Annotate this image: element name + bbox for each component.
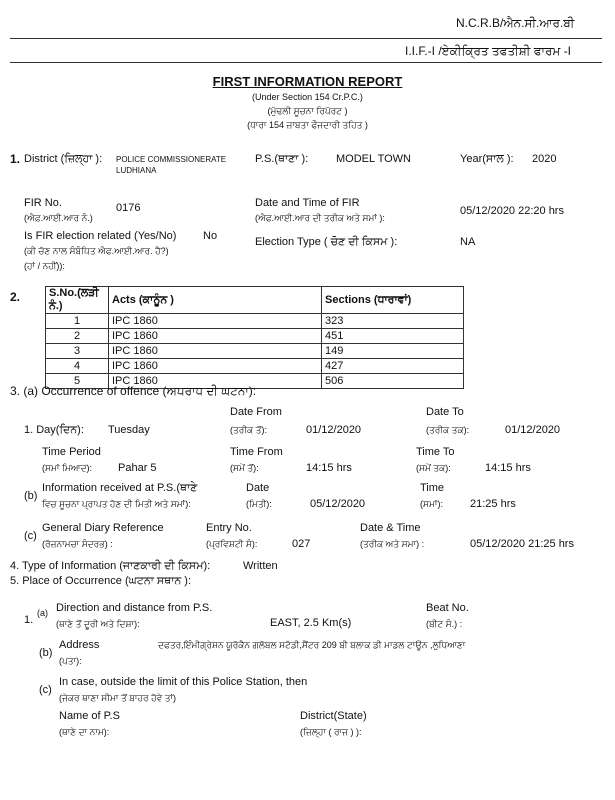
gd-c-marker: (c) bbox=[24, 530, 37, 542]
header-rule bbox=[10, 38, 602, 39]
row-section: 506 bbox=[322, 374, 464, 389]
direction-distance-value: EAST, 2.5 Km(s) bbox=[270, 617, 352, 629]
report-section: (Under Section 154 Cr.P.C.) bbox=[252, 92, 363, 102]
report-title: FIRST INFORMATION REPORT bbox=[212, 74, 403, 89]
ps-label: P.S.(ਥਾਣਾ ): bbox=[255, 153, 309, 165]
direction-distance-pa: (ਥਾਣੇ ਤੋਂ ਦੂਰੀ ਅਤੇ ਦਿਸ਼ਾ): bbox=[56, 619, 140, 629]
date-to-pa: (ਤਰੀਕ ਤਕ): bbox=[426, 425, 470, 435]
entry-no-value: 027 bbox=[292, 538, 311, 550]
place-a-marker: (a) bbox=[37, 608, 48, 618]
row-section: 323 bbox=[322, 314, 464, 329]
ps-name-pa: (ਥਾਣੇ ਦਾ ਨਾਮ): bbox=[59, 727, 110, 737]
district-value-1: POLICE COMMISSIONERATE bbox=[116, 155, 227, 164]
time-from-value: 14:15 hrs bbox=[306, 462, 352, 474]
direction-distance-label: Direction and distance from P.S. bbox=[56, 602, 213, 614]
ncrb-label: N.C.R.B/ਐਨ.ਸੀ.ਆਰ.ਬੀ bbox=[456, 16, 575, 30]
info-date-label: Date bbox=[246, 482, 270, 494]
row-act: IPC 1860 bbox=[109, 374, 322, 389]
info-received-label: Information received at P.S.(ਥਾਣੇ bbox=[42, 482, 198, 494]
date-to-label: Date To bbox=[426, 406, 464, 418]
year-label: Year(ਸਾਲ ): bbox=[460, 153, 514, 165]
ps-name-label: Name of P.S bbox=[59, 710, 120, 722]
info-time-label: Time bbox=[420, 482, 445, 494]
fir-datetime-value: 05/12/2020 22:20 hrs bbox=[460, 205, 564, 217]
address-label: Address bbox=[59, 639, 100, 651]
time-from-pa: (ਸਮੇਂ ਤੋਂ): bbox=[230, 463, 259, 473]
fir-label: FIR No. bbox=[24, 197, 62, 209]
place-item-number: 1. bbox=[24, 614, 34, 626]
report-section-punjabi: (ਧਾਰਾ 154 ਜ਼ਾਬਤਾ ਫੌਜਦਾਰੀ ਤਹਿਤ ) bbox=[247, 120, 368, 130]
date-from-label: Date From bbox=[230, 406, 282, 418]
entry-no-pa: (ਪ੍ਰਵਿਸ਼ਟੀ ਸੰ): bbox=[206, 539, 258, 549]
header-sections: Sections (ਧਾਰਾਵਾਂ) bbox=[322, 287, 464, 314]
fir-value: 0176 bbox=[116, 202, 141, 214]
info-date-value: 05/12/2020 bbox=[310, 498, 366, 510]
gd-reference-label: General Diary Reference bbox=[42, 522, 164, 534]
district-label: District (ਜ਼ਿਲ੍ਹਾ ): bbox=[24, 153, 103, 165]
row-sno: 4 bbox=[46, 359, 109, 374]
row-sno: 1 bbox=[46, 314, 109, 329]
district-state-pa: (ਜ਼ਿਲ੍ਹਾ ( ਰਾਜ ) ): bbox=[300, 727, 362, 737]
outside-limit-label: In case, outside the limit of this Police Station, then bbox=[59, 676, 308, 688]
day-value: Tuesday bbox=[108, 424, 150, 436]
election-label-pa: (ਕੀ ਚੋਣ ਨਾਲ ਸੰਬੰਧਿਤ ਐਫ.ਆਈ.ਆਰ. ਹੈ?) bbox=[24, 246, 169, 256]
section-3-heading: 3. (a) Occurrence of offence (ਅਪਰਾਧ ਦੀ ਘਟਨਾ): bbox=[10, 384, 257, 398]
table-row bbox=[46, 344, 464, 359]
information-type-value: Written bbox=[243, 560, 278, 572]
information-type-label: 4. Type of Information (ਜਾਣਕਾਰੀ ਦੀ ਕਿਸਮ): bbox=[10, 560, 211, 572]
table-row bbox=[46, 329, 464, 344]
row-section: 451 bbox=[322, 329, 464, 344]
district-state-label: District(State) bbox=[300, 710, 367, 722]
section-2-number: 2. bbox=[10, 290, 21, 304]
address-value: ਦਫਤਰ,ਇੰਮੀਗ੍ਰੇਸ਼ਨ ਯੂਰੋਕੈਨ ਗਲੋਬਲ ਸਟੱਡੀ,ਸੈਂਟਰ 209 ਬੀ ਬਲਾਕ ਡੀ ਮਾਡਲ ਟਾਊਨ ,ਲੁਧਿਆਣਾ bbox=[158, 640, 466, 650]
time-period-value: Pahar 5 bbox=[118, 462, 157, 474]
district-value-2: LUDHIANA bbox=[116, 166, 157, 175]
fir-datetime-label-pa: (ਐਫ.ਆਈ.ਆਰ ਦੀ ਤਰੀਕ ਅਤੇ ਸਮਾਂ ): bbox=[255, 213, 385, 223]
info-received-label-pa: ਵਿਚ ਸੂਚਨਾ ਪ੍ਰਾਪਤ ਹੋਣ ਦੀ ਮਿਤੀ ਅਤੇ ਸਮਾਂ): bbox=[42, 499, 191, 509]
table-row bbox=[46, 359, 464, 374]
address-pa: (ਪਤਾ): bbox=[59, 656, 82, 666]
address-b-marker: (b) bbox=[39, 647, 53, 659]
row-act: IPC 1860 bbox=[109, 329, 322, 344]
acts-table bbox=[45, 286, 464, 389]
table-row bbox=[46, 314, 464, 329]
entry-no-label: Entry No. bbox=[206, 522, 252, 534]
election-type-value: NA bbox=[460, 236, 476, 248]
row-act: IPC 1860 bbox=[109, 344, 322, 359]
row-act: IPC 1860 bbox=[109, 359, 322, 374]
election-label-pa-2: (ਹਾਂ / ਨਹੀਂ)): bbox=[24, 261, 65, 271]
header-sno: S.No.(ਲੜੀ ਨੰ.) bbox=[46, 287, 109, 314]
outside-limit-pa: (ਜੇਕਰ ਥਾਣਾ ਸੀਮਾ ਤੋਂ ਬਾਹਰ ਹੋਵੇ ਤਾਂ) bbox=[59, 693, 177, 703]
date-from-value: 01/12/2020 bbox=[306, 424, 362, 436]
info-time-pa: (ਸਮਾਂ): bbox=[420, 499, 443, 509]
date-from-pa: (ਤਰੀਕ ਤੋਂ): bbox=[230, 425, 267, 435]
section-1-number: 1. bbox=[10, 152, 21, 166]
row-act: IPC 1860 bbox=[109, 314, 322, 329]
ps-value: MODEL TOWN bbox=[336, 153, 411, 165]
fir-label-pa: (ਐਫ਼.ਆਈ.ਆਰ ਨੰ.) bbox=[24, 213, 93, 223]
election-type-label: Election Type ( ਚੋਣ ਦੀ ਕਿਸਮ ): bbox=[255, 236, 398, 248]
row-section: 427 bbox=[322, 359, 464, 374]
time-period-pa: (ਸਮਾਂ ਮਿਆਦ): bbox=[42, 463, 93, 473]
info-b-marker: (b) bbox=[24, 490, 38, 502]
row-section: 149 bbox=[322, 344, 464, 359]
header-acts: Acts (ਕਾਨੂੰਨ ) bbox=[109, 287, 322, 314]
acts-table-header bbox=[46, 287, 464, 314]
beat-no-label: Beat No. bbox=[426, 602, 469, 614]
gd-datetime-pa: (ਤਰੀਕ ਅਤੇ ਸਮਾ) : bbox=[360, 539, 425, 549]
section-5-heading: 5. Place of Occurrence (ਘਟਨਾ ਸਥਾਨ ): bbox=[10, 575, 192, 587]
gd-datetime-label: Date & Time bbox=[360, 522, 421, 534]
info-time-value: 21:25 hrs bbox=[470, 498, 516, 510]
report-title-punjabi: (ਮੁੱਢਲੀ ਸੂਚਨਾ ਰਿਪੋਰਟ ) bbox=[267, 106, 348, 116]
day-label: 1. Day(ਦਿਨ): bbox=[24, 424, 84, 436]
beat-no-pa: (ਬੀਟ ਸੰ.) : bbox=[426, 619, 463, 629]
row-sno: 5 bbox=[46, 374, 109, 389]
time-period-label: Time Period bbox=[42, 446, 101, 458]
time-to-pa: (ਸਮੇਂ ਤਕ): bbox=[416, 463, 451, 473]
info-date-pa: (ਮਿਤੀ): bbox=[246, 499, 272, 509]
gd-reference-pa: (ਰੋਜ਼ਨਾਮਚਾ ਸੰਦਰਭ) : bbox=[42, 539, 113, 549]
fir-datetime-label: Date and Time of FIR bbox=[255, 197, 360, 209]
time-to-label: Time To bbox=[416, 446, 455, 458]
date-to-value: 01/12/2020 bbox=[505, 424, 561, 436]
row-sno: 2 bbox=[46, 329, 109, 344]
time-from-label: Time From bbox=[230, 446, 283, 458]
year-value: 2020 bbox=[532, 153, 557, 165]
election-value: No bbox=[203, 230, 218, 242]
election-label: Is FIR election related (Yes/No) bbox=[24, 230, 177, 242]
row-sno: 3 bbox=[46, 344, 109, 359]
time-to-value: 14:15 hrs bbox=[485, 462, 531, 474]
outside-c-marker: (c) bbox=[39, 684, 52, 696]
header-rule-2 bbox=[10, 62, 602, 63]
gd-datetime-value: 05/12/2020 21:25 hrs bbox=[470, 538, 574, 550]
iif-label: I.I.F.-I /ਏਕੀਕ੍ਰਿਤ ਤਫਤੀਸ਼ੀ ਫਾਰਮ -I bbox=[405, 44, 571, 58]
